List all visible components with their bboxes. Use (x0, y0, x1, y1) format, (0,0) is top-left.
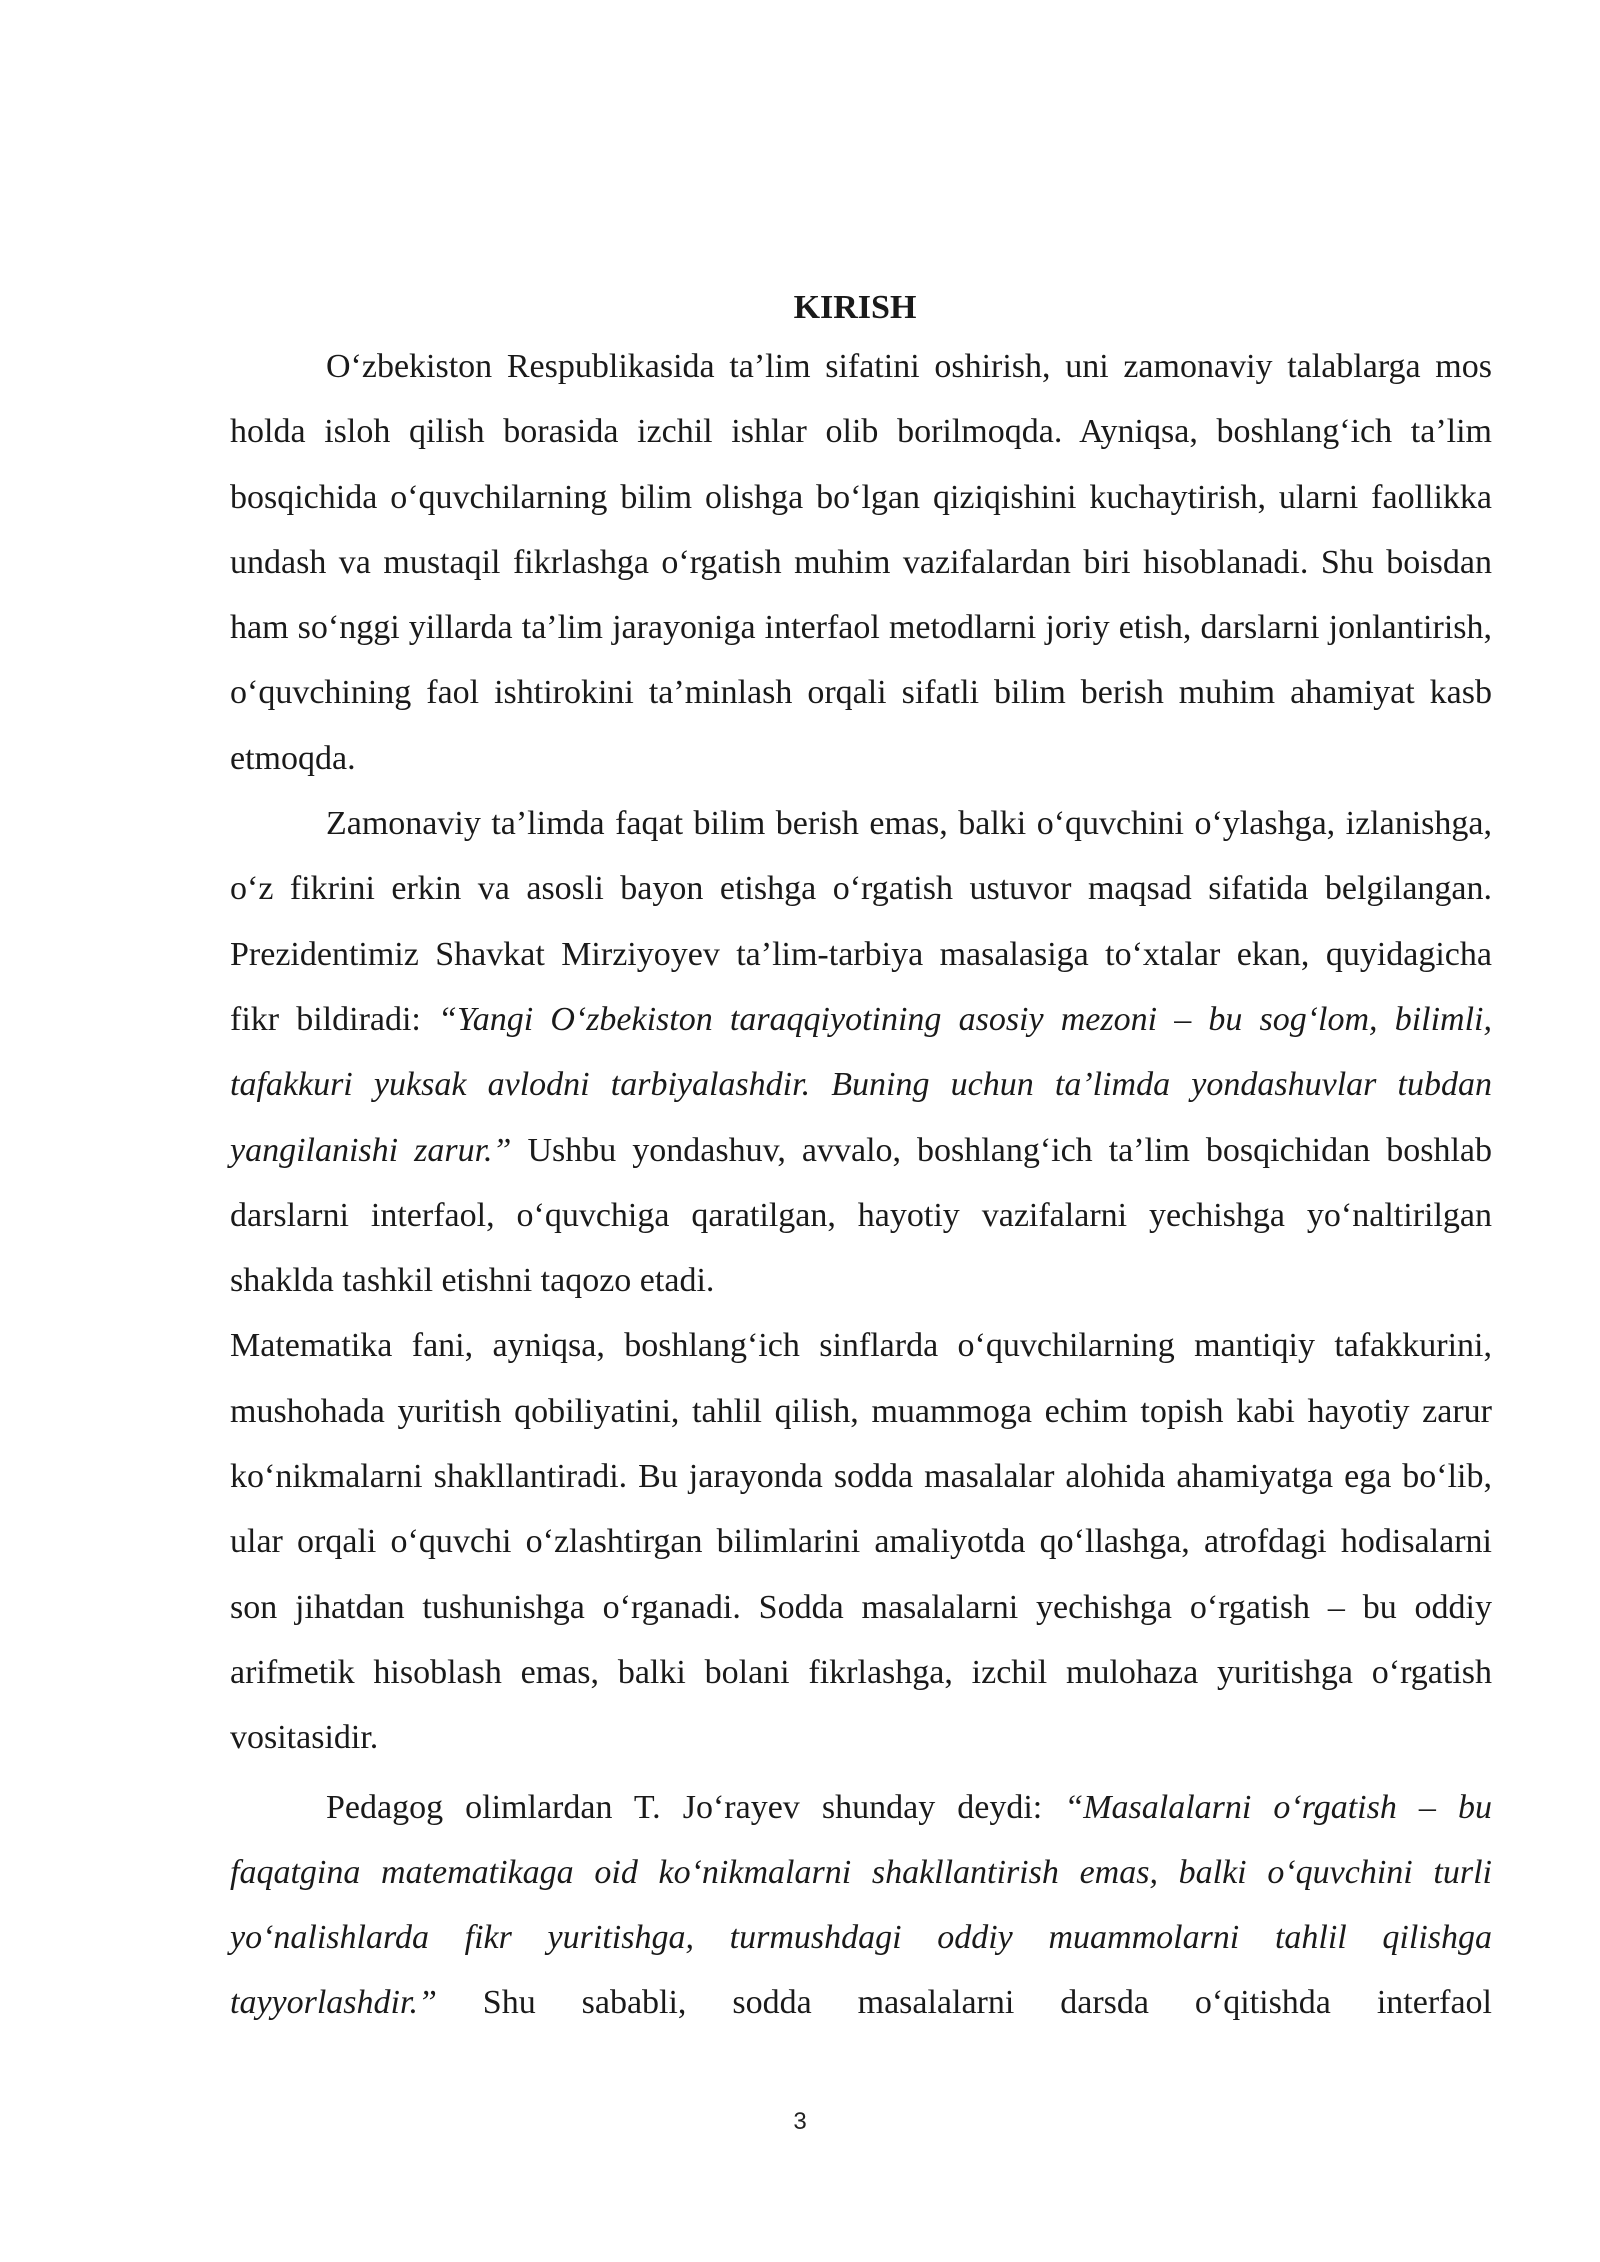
president-quote: “Yangi O‘zbekiston taraqqiyotining asosiy mezoni – bu sog‘lom, bilimli, tafakkuri yuksak avlodni tarbiyalashdir. Buning uchun ta’limda yondashuvlar tubdan yangilanishi zarur.” (230, 1000, 1492, 1169)
paragraph-2-text-after: Ushbu yondashuv, avvalo, boshlang‘ich ta’lim bosqichidan boshlab darslarni interfaol, o‘quvchiga qaratilgan, hayotiy vazifalarni yechishga yo‘naltirilgan shaklda tashkil etishni taqozo etadi. (230, 1131, 1492, 1300)
paragraph-2-text-before: Zamonaviy ta’limda faqat bilim berish emas, balki o‘quvchini o‘ylashga, izlanishga, o‘z fikrini erkin va asosli bayon etishga o‘rgatish ustuvor maqsad sifatida belgilangan. Prezidentimiz Shavkat Mirziyoyev ta’lim-tarbiya masalasiga to‘xtalar ekan, quyidagicha fikr bildiradi: (230, 805, 1492, 1038)
paragraph-2 (230, 791, 1492, 1313)
paragraph-1: O‘zbekiston Respublikasida ta’lim sifatini oshirish, uni zamonaviy talablarga mos holda isloh qilish borasida izchil ishlar olib borilmoqda. Ayniqsa, boshlang‘ich ta’lim bosqichida o‘quvchilarning bilim olishga bo‘lgan qiziqishini kuchaytirish, ularni faollikka undash va mustaqil fikrlashga o‘rgatish muhim vazifalardan biri hisoblanadi. Shu boisdan ham so‘nggi yillarda ta’lim jarayoniga interfaol metodlarni joriy etish, darslarni jonlantirish, o‘quvchining faol ishtirokini ta’minlash orqali sifatli bilim berish muhim ahamiyat kasb etmoqda. (230, 348, 1492, 777)
jorayev-quote: “Masalalarni o‘rgatish – bu faqatgina matematikaga oid ko‘nikmalarni shakllantirish emas, balki o‘quvchini turli yo‘nalishlarda fikr yuritishga, turmushdagi oddiy muammolarni tahlil qilishga tayyorlashdir.” (230, 1788, 1493, 2022)
paragraph-4-text-before: Pedagog olimlardan T. Jo‘rayev shunday deydi: (326, 1788, 1065, 1826)
paragraph-4-text-after: Shu sababli, sodda masalalarni darsda o‘qitishda interfaol (436, 1984, 1492, 2022)
page-number: 3 (793, 2108, 807, 2135)
paragraph-3: Matematika fani, ayniqsa, boshlang‘ich sinflarda o‘quvchilarning mantiqiy tafakkurini, mushohada yuritish qobiliyatini, tahlil qilish, muammoga echim topish kabi hayotiy zarur ko‘nikmalarni shakllantiradi. Bu jarayonda sodda masalalar alohida ahamiyatga ega bo‘lib, ular orqali o‘quvchi o‘zlashtirgan bilimlarini amaliyotda qo‘llashga, atrofdagi hodisalarni son jihatdan tushunishga o‘rganadi. Sodda masalalarni yechishga o‘rgatish – bu oddiy arifmetik hisoblash emas, balki bolani fikrlashga, izchil mulohaza yuritishga o‘rgatish vositasidir. (230, 1327, 1492, 1757)
page-heading: KIRISH (793, 289, 917, 326)
paragraph-4 (230, 1775, 1492, 2036)
page-content (230, 282, 1492, 2036)
